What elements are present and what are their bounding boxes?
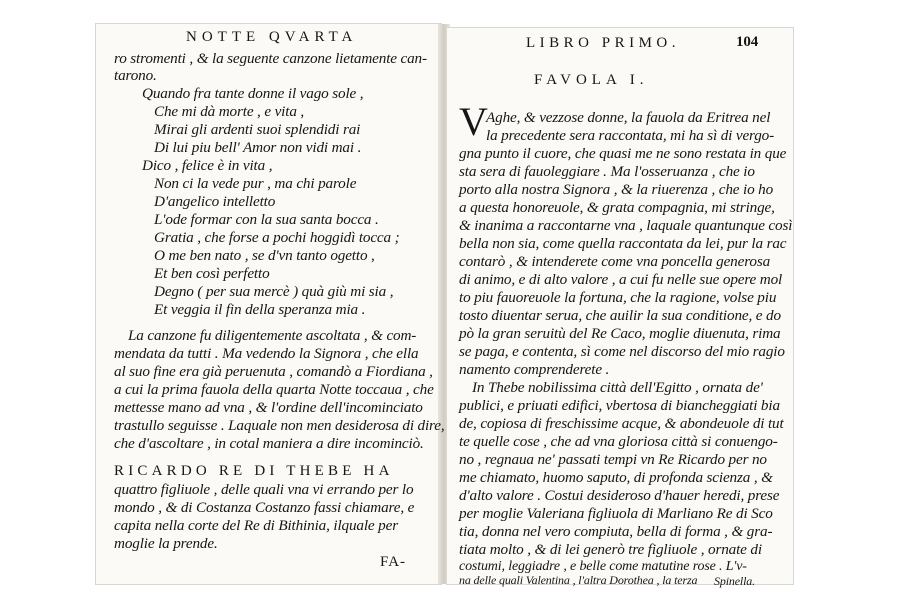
text-line: tiata molto , & di lei generò tre figliuole , ornate di xyxy=(459,541,762,558)
text-line: de, copiosa di freschissime acque, & abondeuole di tut xyxy=(459,415,784,432)
text-line-final: Spinella. xyxy=(714,574,755,588)
text-line: tosto diuentar serua, che auilir la sua conditione, e do xyxy=(459,307,781,324)
verse-line: Non ci la vede pur , ma chi parole xyxy=(154,175,357,192)
text-line: a cui la prima fauola della quarta Notte toccaua , che xyxy=(114,381,434,398)
verse-line: Quando fra tante donne il vago sole , xyxy=(142,85,364,102)
folio-number: 104 xyxy=(736,34,759,50)
text-line: publici, e priuati edifici, vbertosa di biancheggiati bia xyxy=(459,397,780,414)
text-line: mendata da tutti . Ma vedendo la Signora , che ella xyxy=(114,345,419,362)
verse-line: L'ode formar con la sua santa bocca . xyxy=(154,211,379,228)
verse-line: D'angelico intelletto xyxy=(154,193,276,210)
text-line: porto alla nostra Signora , & la riuerenza , che io ho xyxy=(459,181,774,198)
text-line: sta sera di fauoleggiare . Ma l'osseruanza , che io xyxy=(459,163,755,180)
text-line: na delle quali Valentina , l'altra Dorothea , la terza xyxy=(459,573,698,587)
text-line: ro stromenti , & la seguente canzone lietamente can- xyxy=(114,50,427,67)
fable-title: FAVOLA I. xyxy=(534,72,649,88)
verse-line: Dico , felice è in vita , xyxy=(142,157,273,174)
text-line: costumi, leggiadre , e belle come matutine rose . L'v- xyxy=(459,559,747,574)
text-line: In Thebe nobilissima città dell'Egitto , ornata de' xyxy=(472,379,763,396)
text-line: mettesse mano ad vna , & l'ordine dell'incominciato xyxy=(114,399,423,416)
text-line: bella non sia, come quella raccontata da lei, pur la rac xyxy=(459,235,787,252)
text-line: me chiamato, huomo saputo, di profonda scienza , & xyxy=(459,469,773,486)
text-line: se paga, e contenta, sì come nel discorso del mio ragio xyxy=(459,343,785,360)
verse-line: Mirai gli ardenti suoi splendidi rai xyxy=(154,121,361,138)
text-line: moglie la prende. xyxy=(114,535,218,552)
verse-line: Et ben così perfetto xyxy=(154,265,270,282)
text-line: tia, donna nel vero compiuta, bella di forma , & gra- xyxy=(459,523,773,540)
verse-line: O me ben nato , se d'vn tanto ogetto , xyxy=(154,247,375,264)
chapter-heading: RICARDO RE DI THEBE HA xyxy=(114,463,394,479)
text-line: trastullo seguisse . Laquale non men desiderosa di dire, xyxy=(114,417,445,434)
text-line: capita nella corte del Re di Bithinia, ilquale per xyxy=(114,517,398,534)
text-line: tarono. xyxy=(114,67,157,84)
drop-cap: V xyxy=(459,99,488,144)
verse-line: Et veggia il fin della speranza mia . xyxy=(154,301,366,318)
text-line: mondo , & di Costanza Costanzo fassi chiamare, e xyxy=(114,499,415,516)
left-running-head: NOTTE QVARTA xyxy=(186,29,358,45)
text-line: quattro figliuole , delle quali vna vi errando per lo xyxy=(114,481,414,498)
text-line: Aghe, & vezzose donne, la fauola da Eritrea nel xyxy=(486,109,771,126)
verse-line: Che mi dà morte , e vita , xyxy=(154,103,305,120)
text-line: di animo, e di alto valore , a cui fu nelle sue opere mol xyxy=(459,271,783,288)
text-line: al suo fine era già peruenuta , comandò a Fiordiana , xyxy=(114,363,433,380)
text-line: che d'ascoltare , in cotal maniera a dire incominciò. xyxy=(114,435,424,452)
text-line: La canzone fu diligentemente ascoltata , & com- xyxy=(128,327,417,344)
text-line: te quelle cose , che ad vna gloriosa città si conuengo- xyxy=(459,433,778,450)
text-line: d'alto valore . Costui desideroso d'hauer heredi, prese xyxy=(459,487,780,504)
verse-line: Di lui piu bell' Amor non vidi mai . xyxy=(154,139,362,156)
text-line: la precedente sera raccontata, mi ha sì di vergo- xyxy=(486,127,775,144)
text-line: & inanima a raccontarne vna , laquale quantunque così xyxy=(459,217,793,234)
verse-line: Degno ( per sua mercè ) quà giù mi sia , xyxy=(154,283,394,300)
text-line: a questa honoreuole, & grata compagnia, mi stringe, xyxy=(459,199,775,216)
text-line: namento comprenderete . xyxy=(459,361,610,378)
text-line: gna punto il cuore, che quasi me ne sono restata in que xyxy=(459,145,787,162)
verse-line: Gratia , che forse a pochi hoggidì tocca ; xyxy=(154,229,400,246)
catchword: FA- xyxy=(380,554,407,570)
right-running-head: LIBRO PRIMO. xyxy=(526,35,681,51)
text-line: to piu fauoreuole la fortuna, che la ragione, volse piu xyxy=(459,289,777,306)
text-line: pò la gran seruitù del Re Caco, moglie diuenuta, rima xyxy=(459,325,781,342)
text-line: per moglie Valeriana figliuola di Marliano Re di Sco xyxy=(459,505,773,522)
text-line: contarò , & intenderete come vna poncella generosa xyxy=(459,253,771,270)
text-line: no , regnaua ne' passati tempi vn Re Ricardo per no xyxy=(459,451,767,468)
